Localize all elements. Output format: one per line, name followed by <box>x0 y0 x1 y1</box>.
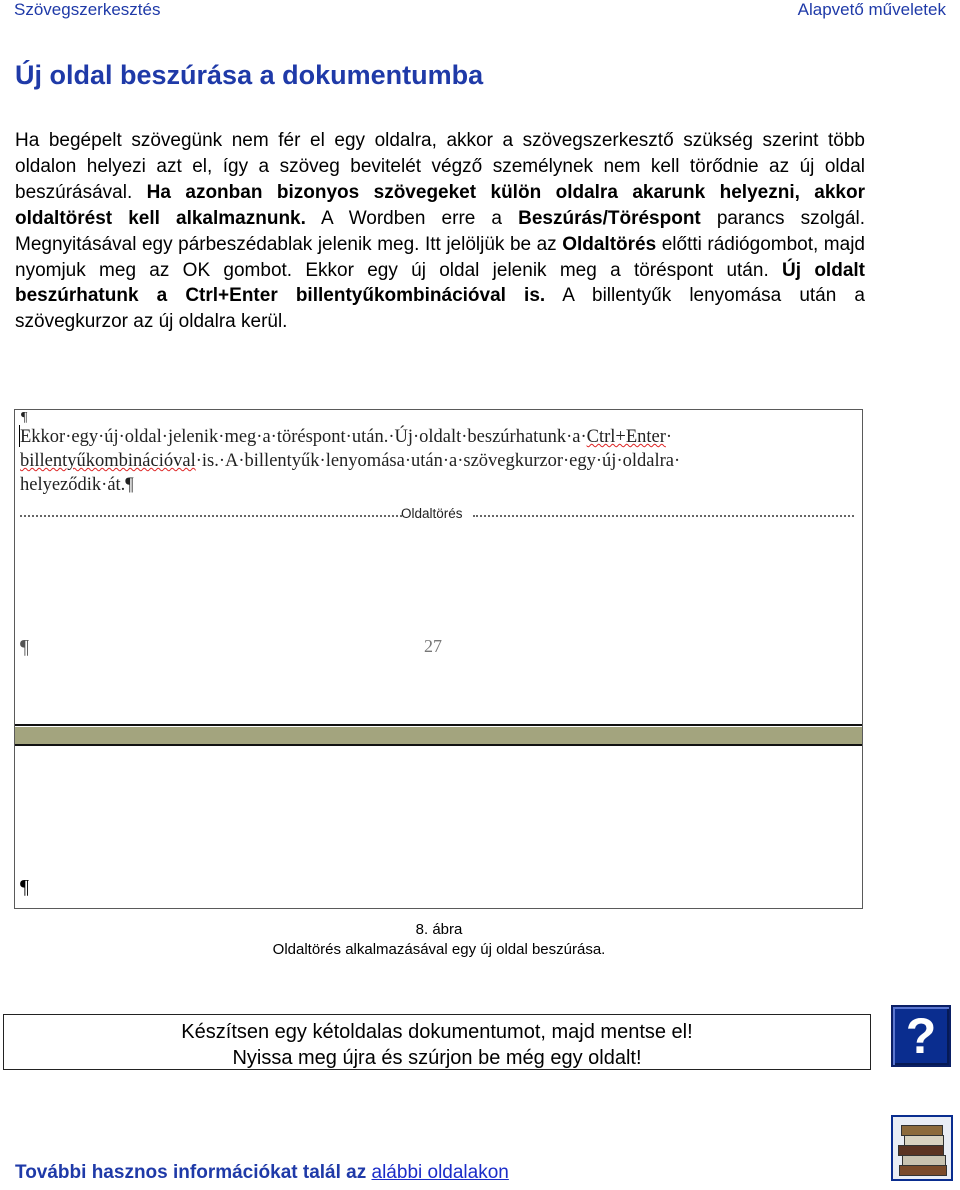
bold-text-segment: Beszúrás/Töréspont <box>518 207 701 229</box>
word-text-line <box>20 449 840 473</box>
book-shape <box>898 1145 944 1156</box>
word-text-segment: · <box>665 427 673 447</box>
page-title: Új oldal beszúrása a dokumentumba <box>15 60 484 90</box>
page-number: 27 <box>424 636 442 656</box>
header-left: Szövegszerkesztés <box>14 0 161 19</box>
book-shape <box>904 1135 944 1146</box>
page-break-dots-right <box>473 515 854 517</box>
spell-marked-word: billentyűkombinációval <box>20 451 196 471</box>
spell-marked-word: Ctrl+Enter <box>586 427 666 447</box>
pilcrow-mark: ¶ <box>20 636 30 658</box>
word-document-text <box>20 425 840 497</box>
book-shape <box>902 1155 946 1166</box>
text-segment: Ha begépelt szövegünk nem fér el egy oldalra, akkor a szövegszerkesztő szükség szerint több oldalon helyezi azt el, így a szöveg bevitelét végző személynek nem kell törődnie az új oldal beszúrásával. <box>15 130 865 203</box>
figure-caption: Oldaltörés alkalmazásával egy új oldal beszúrása. <box>272 941 606 958</box>
footer-link[interactable]: alábbi oldalakon <box>371 1162 509 1183</box>
pilcrow-mark: ¶ <box>20 876 30 898</box>
text-segment: előtti rádiógombot, majd nyomjuk meg az OK gombot. Ekkor egy új oldal jelenik meg a töréspont után. <box>15 233 865 281</box>
task-line-1: Készítsen egy kétoldalas dokumentumot, majd mentse el! <box>181 1021 693 1043</box>
page-gap <box>15 727 862 744</box>
word-screenshot-figure <box>14 409 863 909</box>
footer-text <box>15 1162 509 1184</box>
body-paragraph <box>15 128 865 335</box>
word-text-segment: ·is.·A·billentyűk·lenyomása·után·a·szövegkurzor·egy·új·oldalra· <box>195 451 681 471</box>
word-text-segment: Ekkor·egy·új·oldal·jelenik·meg·a·töréspont·után.·Új·oldalt·beszúrhatunk·a· <box>20 427 587 447</box>
footer-label: További hasznos információkat talál az <box>15 1162 372 1183</box>
pilcrow-mark: ¶ <box>21 410 28 425</box>
question-mark-glyph: ? <box>905 1008 937 1064</box>
text-segment: A billentyűk lenyomása után a szövegkurzor az új oldalra kerül. <box>15 285 865 333</box>
page-bottom-edge <box>15 724 862 726</box>
word-text-line <box>20 473 840 497</box>
word-text-segment: helyeződik·át.¶ <box>20 475 134 495</box>
book-shape <box>899 1165 947 1176</box>
question-mark-icon[interactable] <box>891 1005 951 1067</box>
books-icon[interactable] <box>891 1115 953 1181</box>
bold-text-segment: Oldaltörés <box>562 233 657 255</box>
bold-text-segment: Új oldalt beszúrhatunk a Ctrl+Enter billentyűkombinációval is. <box>15 259 865 307</box>
bold-text-segment: Ha azonban bizonyos szövegeket külön oldalra akarunk helyezni, akkor oldaltörést kell alkalmaznunk. <box>15 181 866 229</box>
header-right: Alapvető műveletek <box>797 0 946 19</box>
figure-number: 8. ábra <box>415 921 463 938</box>
page-break-dots-left <box>20 515 402 517</box>
page-break-label: Oldaltörés <box>401 506 463 521</box>
task-line-2: Nyissa meg újra és szúrjon be még egy oldalt! <box>232 1047 642 1069</box>
word-text-line <box>20 425 840 449</box>
page-break-marker <box>15 506 854 526</box>
text-segment: A Wordben erre a <box>305 207 519 229</box>
task-box <box>3 1014 871 1070</box>
page-top-edge <box>15 744 862 746</box>
text-segment: parancs szolgál. Megnyitásával egy párbeszédablak jelenik meg. Itt jelöljük be az <box>15 207 865 255</box>
book-shape <box>901 1125 943 1136</box>
